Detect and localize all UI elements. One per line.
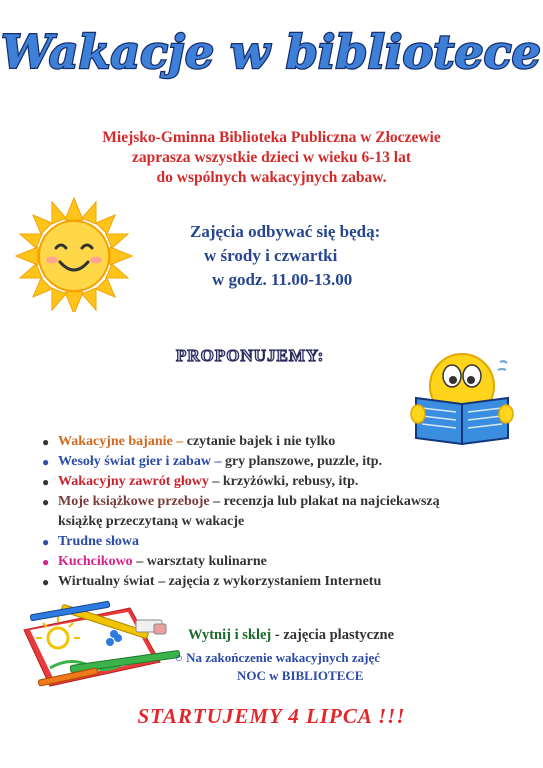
activity-name: Trudne słowa bbox=[58, 534, 140, 549]
activity-desc: warsztaty kulinarne bbox=[146, 554, 267, 569]
activity-desc: recenzja lub plakat na najciekawszą bbox=[223, 494, 440, 509]
start-banner: STARTUJEMY 4 LIPCA !!! bbox=[137, 704, 406, 728]
activity-name: Wakacyjne bajanie bbox=[58, 434, 173, 449]
circle-bullet-icon: ○ bbox=[175, 650, 183, 665]
intro-line-1: Miejsko-Gminna Biblioteka Publiczna w Złoczewie bbox=[102, 129, 441, 146]
intro-line-2: zaprasza wszystkie dzieci w wieku 6-13 lat bbox=[132, 149, 411, 166]
bullet-icon: ● bbox=[42, 435, 50, 449]
list-item bbox=[36, 572, 516, 592]
activity-separator: – bbox=[210, 454, 225, 469]
schedule-line-1: Zajęcia odbywać się będą: bbox=[190, 222, 381, 241]
activity-separator: – bbox=[208, 474, 223, 489]
activity-name: Wirtualny świat bbox=[58, 574, 155, 589]
bullet-icon: ● bbox=[42, 535, 50, 549]
closing-line-1 bbox=[175, 650, 380, 666]
poster-title bbox=[0, 10, 543, 90]
list-item bbox=[36, 452, 516, 472]
bullet-icon: ● bbox=[42, 575, 50, 589]
schedule-line-3: w godz. 11.00-13.00 bbox=[212, 270, 353, 289]
list-item bbox=[36, 492, 516, 512]
bullet-icon: ● bbox=[42, 495, 50, 509]
activity-separator: – bbox=[132, 554, 147, 569]
activity-name: Moje książkowe przeboje bbox=[58, 494, 210, 509]
proposals-heading: PROPONUJEMY: bbox=[176, 346, 325, 365]
crayons-drawing-icon bbox=[10, 600, 185, 692]
activities-list bbox=[36, 432, 516, 592]
craft-name: Wytnij i sklej bbox=[188, 627, 272, 643]
schedule-line-2: w środy i czwartki bbox=[204, 246, 338, 265]
activity-name: Kuchcikowo bbox=[58, 554, 133, 569]
activity-desc: krzyżówki, rebusy, itp. bbox=[222, 474, 359, 489]
activity-name: Wakacyjny zawrót głowy bbox=[58, 474, 209, 489]
activity-name: Wesoły świat gier i zabaw bbox=[58, 454, 211, 469]
activity-desc: czytanie bajek i nie tylko bbox=[186, 434, 336, 449]
bullet-icon: ● bbox=[42, 475, 50, 489]
activity-desc: zajęcia z wykorzystaniem Internetu bbox=[168, 574, 382, 589]
bullet-icon: ● bbox=[42, 555, 50, 569]
activity-desc: gry planszowe, puzzle, itp. bbox=[224, 454, 383, 469]
list-item-continuation bbox=[36, 512, 516, 532]
closing-text-1: Na zakończenie wakacyjnych zajęć bbox=[186, 650, 380, 665]
list-item bbox=[36, 552, 516, 572]
list-item bbox=[36, 532, 516, 552]
activity-separator: – bbox=[154, 574, 169, 589]
craft-line bbox=[188, 627, 394, 644]
activity-separator: – bbox=[209, 494, 224, 509]
poster-title-text: Wakacje w bibliotece bbox=[1, 25, 541, 79]
activity-separator: – bbox=[172, 434, 187, 449]
list-item bbox=[36, 472, 516, 492]
bullet-icon: ● bbox=[42, 455, 50, 469]
closing-line-2: NOC w BIBLIOTECE bbox=[237, 668, 364, 683]
intro-line-3: do wspólnych wakacyjnych zabaw. bbox=[156, 169, 387, 186]
craft-desc: - zajęcia plastyczne bbox=[271, 627, 395, 643]
list-item bbox=[36, 432, 516, 452]
activity-desc: książkę przeczytaną w wakacje bbox=[58, 514, 245, 529]
sun-icon bbox=[6, 196, 136, 312]
